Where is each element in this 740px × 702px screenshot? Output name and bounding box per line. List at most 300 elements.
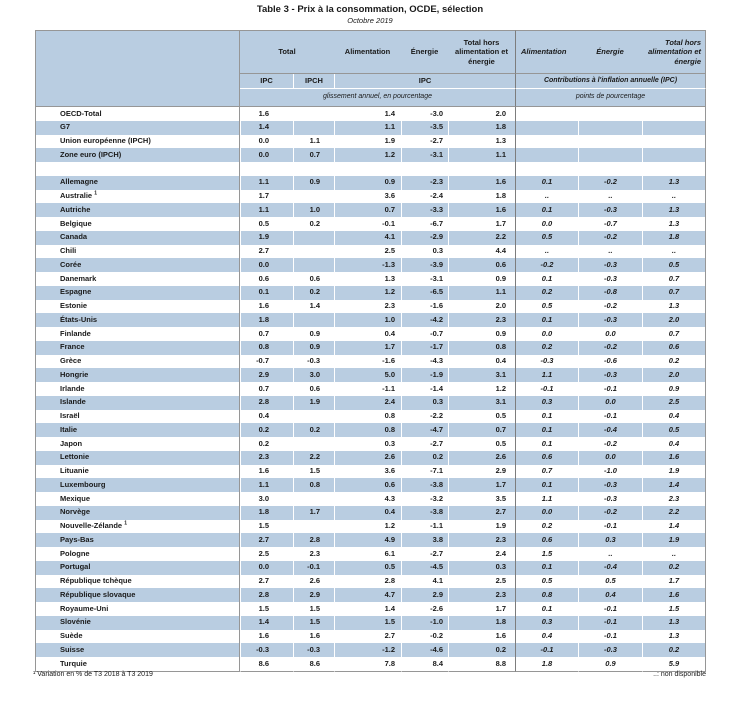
table-row — [35, 368, 706, 382]
country-cell: Israël — [35, 410, 240, 424]
spacer-row — [35, 162, 706, 176]
country-cell: Pologne — [35, 547, 240, 561]
value-cell: 1.3 — [334, 272, 401, 286]
value-cell: 0.0 — [240, 135, 293, 149]
table-row — [35, 437, 706, 451]
country-cell: G7 — [35, 121, 240, 135]
value-cell: -0.2 — [515, 258, 578, 272]
table-row — [35, 272, 706, 286]
value-cell: 0.4 — [334, 506, 401, 520]
value-cell: 0.3 — [401, 245, 448, 259]
value-cell — [293, 520, 334, 534]
value-cell — [293, 437, 334, 451]
value-cell: 1.8 — [642, 231, 706, 245]
value-cell: -1.6 — [334, 355, 401, 369]
value-cell: 2.0 — [448, 107, 515, 121]
value-cell: 3.6 — [334, 465, 401, 479]
country-cell: Chili — [35, 245, 240, 259]
value-cell: 0.3 — [515, 616, 578, 630]
value-cell: 1.7 — [448, 478, 515, 492]
value-cell: -0.4 — [578, 561, 642, 575]
value-cell — [578, 121, 642, 135]
value-cell: 1.6 — [448, 630, 515, 644]
value-cell: -0.2 — [401, 630, 448, 644]
value-cell: 2.8 — [334, 575, 401, 589]
value-cell — [448, 162, 515, 176]
value-cell: 0.0 — [515, 506, 578, 520]
value-cell: -6.5 — [401, 286, 448, 300]
value-cell: 0.5 — [642, 423, 706, 437]
table-row — [35, 478, 706, 492]
country-cell: Grèce — [35, 355, 240, 369]
country-cell: Pays-Bas — [35, 533, 240, 547]
country-cell: Japon — [35, 437, 240, 451]
value-cell: 0.6 — [515, 533, 578, 547]
header-alimentation: Alimentation — [334, 30, 401, 74]
value-cell: 1.1 — [240, 203, 293, 217]
value-cell: -0.1 — [334, 217, 401, 231]
country-cell: Finlande — [35, 327, 240, 341]
header-units-right: points de pourcentage — [515, 89, 706, 107]
value-cell — [578, 135, 642, 149]
value-cell: 0.3 — [448, 561, 515, 575]
value-cell: 1.0 — [334, 313, 401, 327]
value-cell: -0.1 — [578, 630, 642, 644]
value-cell: -2.7 — [401, 437, 448, 451]
country-cell: Australie $^1$ — [35, 190, 240, 204]
value-cell: 0.0 — [578, 396, 642, 410]
value-cell: -0.7 — [578, 217, 642, 231]
value-cell: 2.8 — [293, 533, 334, 547]
value-cell: 3.1 — [448, 396, 515, 410]
value-cell: 1.5 — [515, 547, 578, 561]
table-body — [35, 107, 706, 672]
value-cell: 1.9 — [642, 465, 706, 479]
value-cell: 0.2 — [642, 355, 706, 369]
table-row — [35, 588, 706, 602]
country-cell: Lettonie — [35, 451, 240, 465]
value-cell: 0.7 — [642, 327, 706, 341]
table-row — [35, 135, 706, 149]
value-cell: 0.1 — [515, 602, 578, 616]
header-country-blank — [35, 30, 240, 107]
table-row — [35, 217, 706, 231]
value-cell: .. — [515, 245, 578, 259]
value-cell: -0.1 — [578, 410, 642, 424]
country-cell: République tchèque — [35, 575, 240, 589]
country-cell: Portugal — [35, 561, 240, 575]
header-contrib-energie: Énergie — [578, 30, 642, 74]
value-cell: 4.7 — [334, 588, 401, 602]
value-cell: 1.8 — [448, 121, 515, 135]
value-cell: 0.4 — [334, 327, 401, 341]
value-cell: 5.0 — [334, 368, 401, 382]
value-cell: 0.0 — [240, 258, 293, 272]
value-cell: 0.9 — [448, 327, 515, 341]
value-cell: 1.8 — [240, 506, 293, 520]
value-cell: 0.3 — [334, 437, 401, 451]
value-cell — [293, 410, 334, 424]
value-cell: 0.1 — [515, 437, 578, 451]
country-cell: Union européenne (IPCH) — [35, 135, 240, 149]
value-cell: 2.7 — [334, 630, 401, 644]
value-cell: 1.2 — [334, 520, 401, 534]
value-cell: 2.3 — [448, 588, 515, 602]
value-cell: 1.7 — [240, 190, 293, 204]
value-cell: 0.9 — [448, 272, 515, 286]
value-cell: -0.3 — [515, 355, 578, 369]
value-cell: 0.7 — [642, 286, 706, 300]
value-cell: 1.5 — [293, 616, 334, 630]
value-cell: 8.8 — [448, 657, 515, 672]
value-cell: 1.4 — [240, 121, 293, 135]
country-cell: Luxembourg — [35, 478, 240, 492]
value-cell: 2.9 — [293, 588, 334, 602]
value-cell: -0.7 — [240, 355, 293, 369]
value-cell: 0.2 — [515, 341, 578, 355]
table-row — [35, 465, 706, 479]
value-cell: -3.1 — [401, 148, 448, 162]
footnote-marker: 1 — [124, 520, 127, 527]
value-cell: -1.3 — [334, 258, 401, 272]
value-cell: 4.1 — [401, 575, 448, 589]
value-cell: -0.1 — [515, 643, 578, 657]
footnotes — [33, 671, 706, 678]
value-cell — [515, 135, 578, 149]
value-cell — [293, 313, 334, 327]
value-cell: 1.5 — [293, 602, 334, 616]
value-cell: .. — [642, 547, 706, 561]
value-cell: 1.1 — [240, 478, 293, 492]
value-cell: -0.8 — [578, 286, 642, 300]
value-cell: -0.1 — [515, 382, 578, 396]
value-cell: 0.8 — [293, 478, 334, 492]
value-cell: 1.8 — [515, 657, 578, 672]
table-row — [35, 245, 706, 259]
value-cell: 0.5 — [334, 561, 401, 575]
table-row — [35, 575, 706, 589]
value-cell: -0.3 — [578, 272, 642, 286]
table-row — [35, 355, 706, 369]
value-cell: 0.0 — [578, 451, 642, 465]
value-cell: 2.4 — [334, 396, 401, 410]
value-cell: 0.6 — [448, 258, 515, 272]
table-row — [35, 506, 706, 520]
value-cell: 1.6 — [240, 107, 293, 121]
value-cell: 6.1 — [334, 547, 401, 561]
value-cell: 2.3 — [642, 492, 706, 506]
value-cell — [642, 121, 706, 135]
value-cell: -0.3 — [578, 492, 642, 506]
value-cell — [293, 162, 334, 176]
value-cell: 1.9 — [448, 520, 515, 534]
value-cell: -0.3 — [240, 643, 293, 657]
header-total: Total — [240, 30, 334, 74]
value-cell: 1.3 — [642, 217, 706, 231]
value-cell: 0.3 — [515, 396, 578, 410]
value-cell: 1.7 — [334, 341, 401, 355]
value-cell: 0.1 — [515, 410, 578, 424]
value-cell — [334, 162, 401, 176]
table-header — [35, 30, 706, 107]
value-cell: 0.6 — [293, 382, 334, 396]
value-cell: 1.6 — [240, 300, 293, 314]
value-cell: 0.3 — [401, 396, 448, 410]
value-cell: 2.2 — [293, 451, 334, 465]
header-units-left: glissement annuel, en pourcentage — [240, 89, 515, 107]
value-cell: 2.3 — [293, 547, 334, 561]
page-title: Table 3 - Prix à la consommation, OCDE, sélection — [256, 4, 484, 15]
value-cell — [578, 148, 642, 162]
value-cell: -4.3 — [401, 355, 448, 369]
value-cell: 1.8 — [448, 190, 515, 204]
value-cell: 1.4 — [240, 616, 293, 630]
value-cell: -3.9 — [401, 258, 448, 272]
table-row — [35, 258, 706, 272]
value-cell: 0.8 — [515, 588, 578, 602]
value-cell: 0.0 — [240, 148, 293, 162]
value-cell: 0.8 — [240, 341, 293, 355]
value-cell: -0.2 — [578, 506, 642, 520]
value-cell — [293, 190, 334, 204]
country-cell: Norvège — [35, 506, 240, 520]
value-cell: 4.1 — [334, 231, 401, 245]
value-cell: -0.3 — [578, 258, 642, 272]
value-cell: 0.1 — [515, 176, 578, 190]
value-cell: 0.0 — [515, 327, 578, 341]
value-cell: 1.3 — [642, 630, 706, 644]
value-cell — [515, 148, 578, 162]
value-cell: 1.1 — [334, 121, 401, 135]
value-cell: 0.5 — [515, 575, 578, 589]
value-cell: 1.0 — [293, 203, 334, 217]
value-cell: -0.1 — [293, 561, 334, 575]
value-cell: 0.3 — [578, 533, 642, 547]
header-ipch: IPCH — [293, 74, 334, 89]
value-cell: 1.7 — [642, 575, 706, 589]
value-cell: .. — [642, 245, 706, 259]
value-cell: -0.1 — [578, 616, 642, 630]
value-cell: -1.9 — [401, 368, 448, 382]
value-cell: -2.7 — [401, 135, 448, 149]
value-cell — [642, 148, 706, 162]
country-cell: Islande — [35, 396, 240, 410]
value-cell: 2.5 — [642, 396, 706, 410]
value-cell: -0.3 — [293, 643, 334, 657]
table-row — [35, 396, 706, 410]
value-cell: 1.6 — [448, 176, 515, 190]
table-row — [35, 657, 706, 672]
value-cell: 0.5 — [515, 231, 578, 245]
value-cell: -1.0 — [578, 465, 642, 479]
value-cell: -3.8 — [401, 506, 448, 520]
value-cell: 0.4 — [515, 630, 578, 644]
value-cell — [293, 121, 334, 135]
value-cell: 1.5 — [334, 616, 401, 630]
value-cell: 2.2 — [448, 231, 515, 245]
value-cell: 0.8 — [448, 341, 515, 355]
value-cell: .. — [578, 245, 642, 259]
country-cell: Zone euro (IPCH) — [35, 148, 240, 162]
country-cell: Slovénie — [35, 616, 240, 630]
value-cell: 8.4 — [401, 657, 448, 672]
value-cell: 0.4 — [240, 410, 293, 424]
value-cell: 0.9 — [293, 327, 334, 341]
country-cell: Mexique — [35, 492, 240, 506]
value-cell: 2.6 — [448, 451, 515, 465]
value-cell: 1.5 — [293, 465, 334, 479]
table-row — [35, 341, 706, 355]
value-cell: -0.3 — [578, 313, 642, 327]
value-cell: 2.7 — [240, 533, 293, 547]
value-cell: 0.6 — [293, 272, 334, 286]
value-cell — [515, 162, 578, 176]
value-cell: 0.4 — [642, 410, 706, 424]
value-cell: 0.7 — [240, 327, 293, 341]
header-contrib-total-hors: Total hors alimentation et énergie — [642, 30, 706, 74]
page-subtitle: Octobre 2019 — [347, 16, 393, 25]
country-cell: République slovaque — [35, 588, 240, 602]
footnote-variation: ¹ Variation en % de T3 2018 à T3 2019 — [33, 671, 153, 678]
value-cell: 1.6 — [448, 203, 515, 217]
value-cell: 1.1 — [448, 286, 515, 300]
value-cell: 1.6 — [240, 465, 293, 479]
value-cell: -1.7 — [401, 341, 448, 355]
value-cell: 0.4 — [578, 588, 642, 602]
value-cell: -0.4 — [578, 423, 642, 437]
table-row — [35, 231, 706, 245]
value-cell: 1.5 — [642, 602, 706, 616]
value-cell: -0.3 — [578, 203, 642, 217]
value-cell: -0.1 — [578, 602, 642, 616]
country-cell: Estonie — [35, 300, 240, 314]
value-cell: 2.2 — [642, 506, 706, 520]
country-cell: Danemark — [35, 272, 240, 286]
value-cell: 0.1 — [240, 286, 293, 300]
value-cell: 0.1 — [515, 478, 578, 492]
value-cell: -0.6 — [578, 355, 642, 369]
value-cell: -4.6 — [401, 643, 448, 657]
country-cell: Espagne — [35, 286, 240, 300]
header-contrib-alimentation: Alimentation — [515, 30, 578, 74]
value-cell: 3.5 — [448, 492, 515, 506]
value-cell: 1.6 — [642, 588, 706, 602]
value-cell: 3.8 — [401, 533, 448, 547]
value-cell: 0.0 — [515, 217, 578, 231]
value-cell — [293, 231, 334, 245]
header-energie: Énergie — [401, 30, 448, 74]
country-cell: Irlande — [35, 382, 240, 396]
value-cell: 1.2 — [448, 382, 515, 396]
value-cell: -2.3 — [401, 176, 448, 190]
value-cell — [240, 162, 293, 176]
value-cell: 0.7 — [515, 465, 578, 479]
value-cell: 1.4 — [642, 478, 706, 492]
value-cell — [293, 107, 334, 121]
value-cell: 0.4 — [448, 355, 515, 369]
value-cell: -2.4 — [401, 190, 448, 204]
value-cell: -0.2 — [578, 437, 642, 451]
value-cell: -4.2 — [401, 313, 448, 327]
table-row — [35, 203, 706, 217]
value-cell: 1.1 — [240, 176, 293, 190]
table-row — [35, 327, 706, 341]
value-cell: 3.1 — [448, 368, 515, 382]
value-cell: 2.0 — [642, 368, 706, 382]
value-cell: 3.6 — [334, 190, 401, 204]
table-row — [35, 423, 706, 437]
country-cell: Lituanie — [35, 465, 240, 479]
value-cell: -0.3 — [293, 355, 334, 369]
header-ipc-span: IPC — [334, 74, 515, 89]
value-cell: -0.3 — [578, 643, 642, 657]
value-cell: -2.6 — [401, 602, 448, 616]
value-cell: 0.7 — [642, 272, 706, 286]
value-cell: 1.3 — [642, 176, 706, 190]
value-cell: 0.9 — [334, 176, 401, 190]
value-cell: -7.1 — [401, 465, 448, 479]
value-cell — [293, 258, 334, 272]
value-cell: 2.7 — [448, 506, 515, 520]
country-cell: Turquie — [35, 657, 240, 672]
value-cell: 0.9 — [642, 382, 706, 396]
value-cell: 1.3 — [642, 300, 706, 314]
footnote-non-disponible: ..: non disponible — [653, 671, 706, 678]
value-cell — [642, 107, 706, 121]
table-row — [35, 602, 706, 616]
country-cell: France — [35, 341, 240, 355]
country-cell: États-Unis — [35, 313, 240, 327]
value-cell: -4.7 — [401, 423, 448, 437]
value-cell: 1.3 — [642, 616, 706, 630]
value-cell: 1.4 — [334, 107, 401, 121]
value-cell: -0.1 — [578, 382, 642, 396]
value-cell: 3.0 — [293, 368, 334, 382]
country-cell: Autriche — [35, 203, 240, 217]
country-cell: Suisse — [35, 643, 240, 657]
value-cell: .. — [578, 547, 642, 561]
value-cell: 0.5 — [240, 217, 293, 231]
value-cell: -6.7 — [401, 217, 448, 231]
country-cell: Corée — [35, 258, 240, 272]
value-cell: -4.5 — [401, 561, 448, 575]
value-cell: 0.7 — [448, 423, 515, 437]
country-cell: Italie — [35, 423, 240, 437]
value-cell: -1.0 — [401, 616, 448, 630]
value-cell: -0.2 — [578, 341, 642, 355]
value-cell: 1.1 — [515, 492, 578, 506]
value-cell: 1.8 — [240, 313, 293, 327]
value-cell: 0.4 — [642, 437, 706, 451]
value-cell: 0.6 — [642, 341, 706, 355]
value-cell: 0.1 — [515, 203, 578, 217]
value-cell: 0.2 — [293, 423, 334, 437]
value-cell: 1.4 — [642, 520, 706, 534]
table-row — [35, 643, 706, 657]
value-cell: -0.2 — [578, 176, 642, 190]
country-cell: Belgique — [35, 217, 240, 231]
value-cell: 1.9 — [240, 231, 293, 245]
value-cell: 4.9 — [334, 533, 401, 547]
value-cell: 1.7 — [448, 217, 515, 231]
value-cell: -0.1 — [578, 520, 642, 534]
value-cell: 2.0 — [642, 313, 706, 327]
value-cell: 1.5 — [240, 602, 293, 616]
value-cell: 0.7 — [240, 382, 293, 396]
value-cell: 1.7 — [448, 602, 515, 616]
value-cell — [642, 135, 706, 149]
value-cell: -3.0 — [401, 107, 448, 121]
